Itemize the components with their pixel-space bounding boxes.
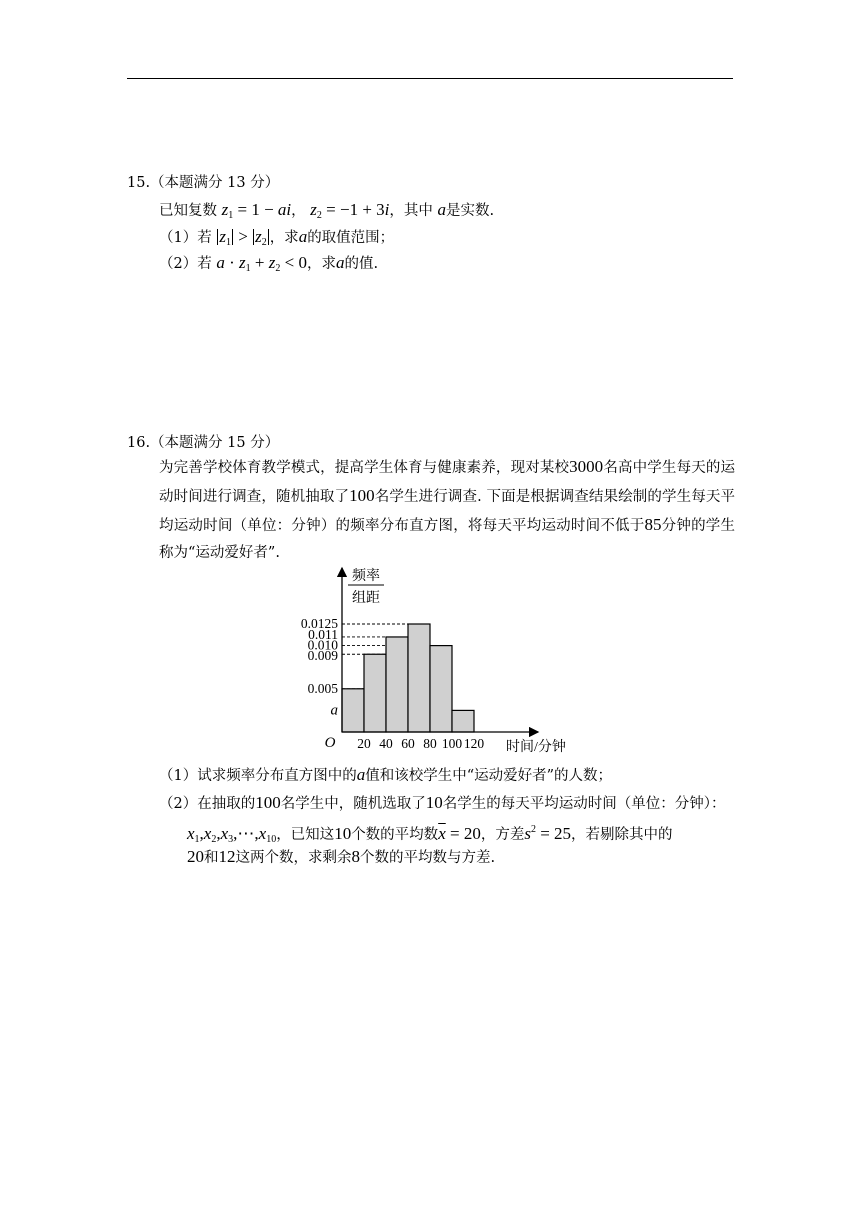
x-axis-label: 时间/分钟 bbox=[506, 740, 566, 755]
y-tick-label: a bbox=[330, 702, 338, 719]
x-tick-label: 100 bbox=[441, 736, 463, 751]
q16-description: 为完善学校体育教学模式，提高学生体育与健康素养，现对某校3000名高中学生每天的运动时间进行调查，随机抽取了100名学生进行调查. 下面是根据调查结果绘制的学生每天平均运动时间（单位：分钟）的频率分布直方图，将每天平均运动时间不低于85分钟的学生称为“运动爱好者”. bbox=[159, 457, 736, 561]
frequency-histogram bbox=[290, 560, 580, 760]
variance-formula: $s^2 = 25$ bbox=[524, 824, 572, 843]
histogram-bar bbox=[364, 654, 386, 732]
header-rule bbox=[127, 78, 733, 79]
histogram-bar bbox=[408, 624, 430, 732]
y-label-top: 频率 bbox=[352, 569, 380, 584]
q16-part1: （1）试求频率分布直方图中的a值和该校学生中“运动爱好者”的人数； bbox=[159, 765, 613, 784]
histogram-bar bbox=[386, 637, 408, 732]
mean-formula: $\overline{x} = 20$ bbox=[438, 824, 481, 843]
y-tick-label: 0.0125 bbox=[300, 616, 338, 631]
histogram-bar bbox=[430, 646, 452, 732]
product-inequality: $a \cdot z_1 + z_2 < 0$ bbox=[216, 253, 307, 274]
q16-part2-line1: （2）在抽取的100名学生中，随机选取了10名学生的每天平均运动时间（单位：分钟）： bbox=[159, 793, 726, 812]
origin-label: O bbox=[324, 735, 336, 751]
q15-intro: 已知复数 $z_1 = 1$ − ai， $z_2 = -1 + 3i$，其中 a是实数. bbox=[159, 200, 495, 221]
modulus-inequality: $z_1 > z_2$ bbox=[219, 227, 267, 248]
q16-part2-line3: 20和12这两个数，求剩余8个数的平均数与方差. bbox=[187, 847, 496, 866]
x-tick-label: 60 bbox=[401, 736, 415, 751]
histogram-bar bbox=[452, 710, 474, 732]
x-tick-label: 40 bbox=[379, 736, 393, 751]
y-tick-label: 0.010 bbox=[307, 637, 338, 653]
z1-definition: $z_1 = 1$ − ai bbox=[221, 200, 292, 221]
x-tick-label: 80 bbox=[423, 736, 437, 751]
histogram-bar bbox=[342, 689, 364, 732]
sample-list: $x_1,x_2,x_3,\cdots,x_{10}$ bbox=[187, 824, 277, 845]
x-tick-label: 120 bbox=[463, 736, 485, 751]
q15-part1: （1）若 $z_1 > z_2$ ，求a的取值范围； bbox=[159, 227, 395, 248]
z2-definition: $z_2 = -1 + 3i$ bbox=[310, 200, 390, 221]
y-tick-label: 0.009 bbox=[307, 648, 338, 664]
q16-header: 16.（本题满分 15 分） bbox=[127, 435, 280, 451]
y-label-bottom: 组距 bbox=[352, 591, 380, 606]
q15-header: 15.（本题满分 13 分） bbox=[127, 175, 280, 191]
q15-part2: （2）若 $a \cdot z_1 + z_2 < 0$，求a的值. bbox=[159, 253, 379, 274]
y-tick-label: 0.005 bbox=[307, 680, 338, 696]
q16-part2-line2: $x_1,x_2,x_3,\cdots,x_{10}$，已知这10个数的平均数$\overline{x} = 20$，方差$s^2 = 25$，若剔除其中的 bbox=[187, 824, 673, 845]
y-tick-label: 0.011 bbox=[308, 626, 338, 642]
x-tick-label: 20 bbox=[357, 736, 371, 751]
